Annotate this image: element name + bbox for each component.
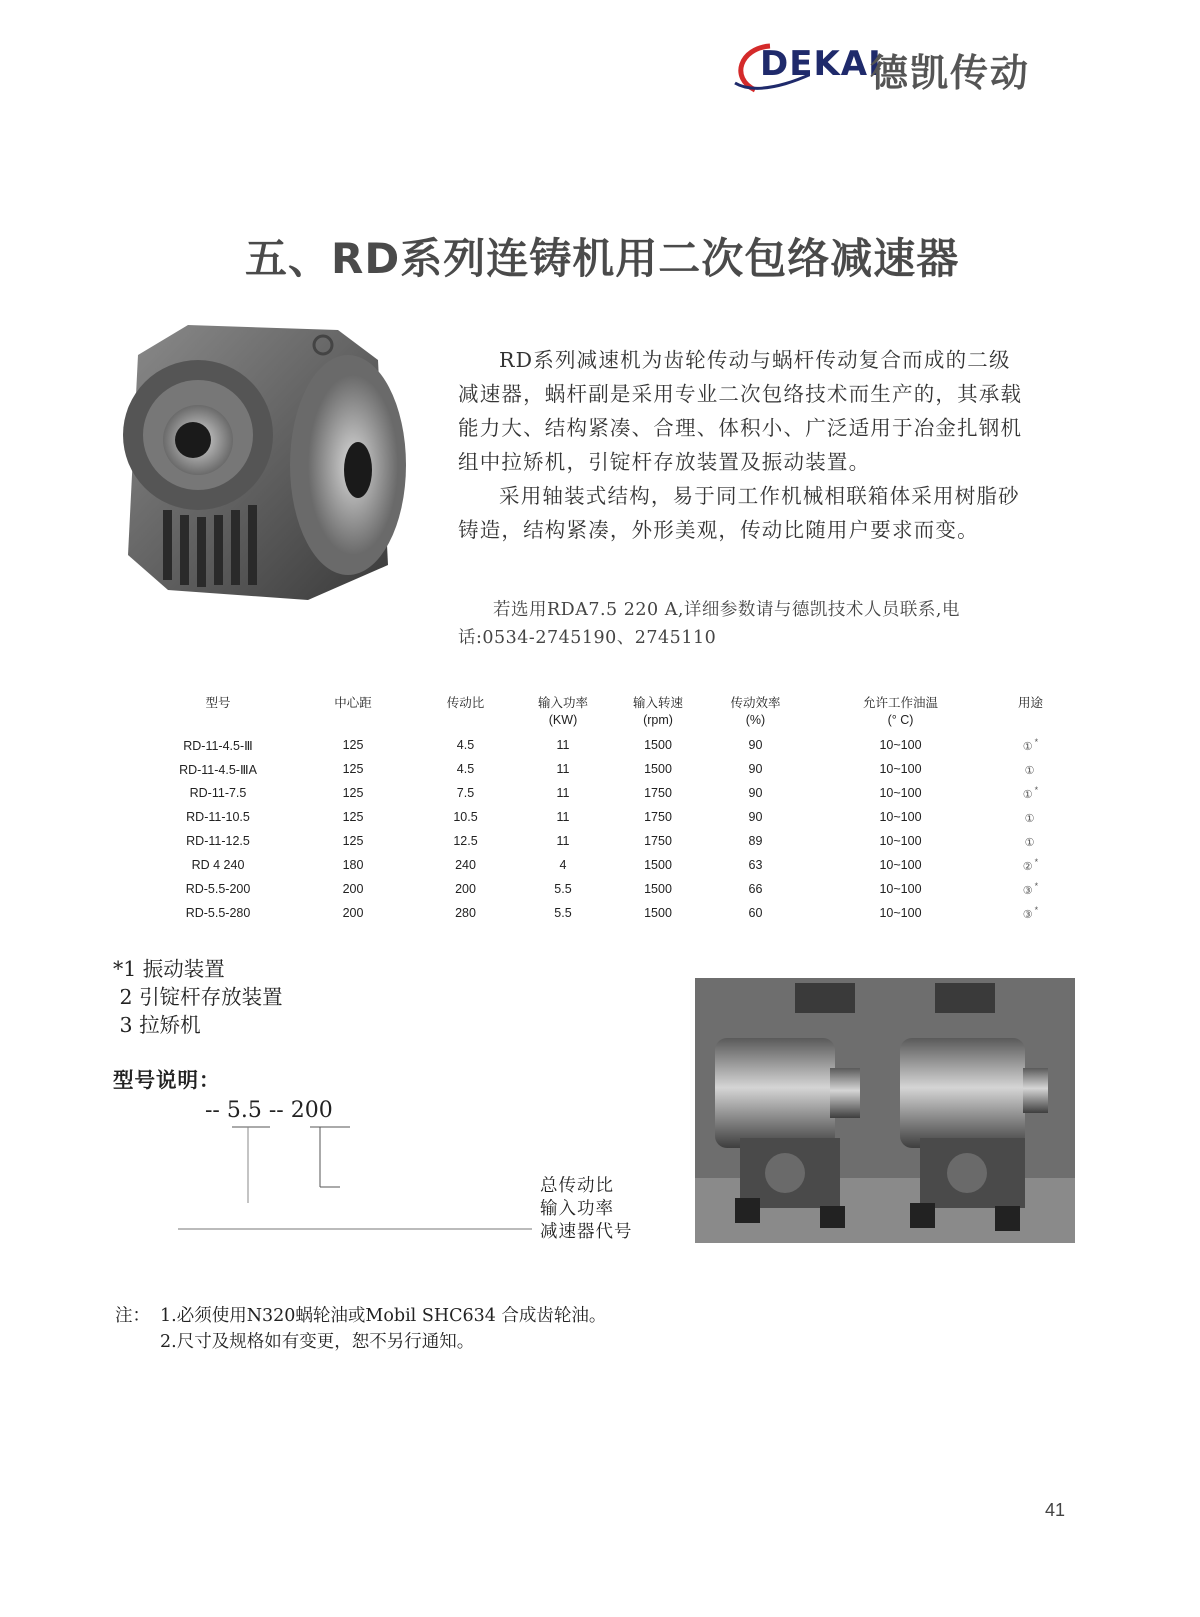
- cell-speed: 1750: [644, 810, 672, 824]
- use-mark: ②: [1022, 860, 1033, 874]
- header-input-speed: 输入转速 (rpm): [632, 696, 683, 727]
- note-2: 2.尺寸及规格如有变更，恕不另行通知。: [160, 1332, 475, 1352]
- use-note-3: 3 拉矫机: [113, 1013, 201, 1037]
- page-title: 五、RD系列连铸机用二次包络减速器: [245, 234, 960, 283]
- cell-temp: 10~100: [879, 810, 922, 824]
- table-row: [143, 901, 1063, 925]
- cell-power: 4: [559, 858, 567, 872]
- model-code: -- 5.5 -- 200: [205, 1098, 333, 1123]
- use-mark: ①: [1022, 788, 1033, 802]
- notes-label: 注：: [115, 1306, 150, 1326]
- cell-center: 125: [342, 762, 364, 776]
- model-explanation-heading: 型号说明：: [113, 1068, 221, 1092]
- cell-power: 5.5: [554, 906, 572, 920]
- table-row: [143, 781, 1063, 805]
- table-row: [143, 805, 1063, 829]
- table-row: [143, 877, 1063, 901]
- use-star: *: [1034, 784, 1039, 795]
- intro-paragraph-1: RD系列减速机为齿轮传动与蜗杆传动复合而成的二级减速器，蜗杆副是采用专业二次包络技术而生产的，其承载能力大、结构紧凑、合理、体积小、广泛适用于冶金扎钢机组中拉矫机，引锭杆存放装置及振动装置。: [458, 348, 1023, 474]
- cell-ratio: 7.5: [456, 786, 475, 800]
- cell-power: 11: [556, 738, 570, 752]
- use-mark: ①: [1024, 812, 1035, 826]
- cell-center: 125: [342, 738, 364, 752]
- cell-model: RD-11-12.5: [186, 834, 250, 848]
- cell-use: [998, 901, 1063, 925]
- header-efficiency: 传动效率 (%): [730, 696, 781, 727]
- page-number: 41: [1045, 1500, 1066, 1520]
- cell-eff: 90: [748, 738, 763, 752]
- cell-use: [998, 733, 1063, 757]
- cell-use: [998, 781, 1063, 805]
- header-input-power: 输入功率 (KW): [537, 696, 588, 727]
- cell-model: RD-11-7.5: [189, 786, 247, 800]
- cell-ratio: 4.5: [456, 738, 475, 752]
- cell-temp: 10~100: [879, 882, 922, 896]
- cell-model: RD-11-4.5-ⅢA: [179, 762, 257, 777]
- contact-text: 若选用RDA7.5 220 A,详细参数请与德凯技术人员联系,电话:0534-2745190、2745110: [458, 600, 960, 648]
- table-row: [143, 853, 1063, 877]
- cell-power: 11: [556, 762, 570, 776]
- use-mark: ①: [1024, 836, 1035, 850]
- use-mark: ③: [1022, 884, 1033, 898]
- table-row: [143, 829, 1063, 853]
- table-row: [143, 757, 1063, 781]
- cell-eff: 90: [748, 762, 763, 776]
- cell-temp: 10~100: [879, 786, 922, 800]
- reducer-product-photo: [108, 305, 428, 605]
- cell-ratio: 280: [455, 906, 476, 920]
- use-mark: ①: [1022, 740, 1033, 754]
- cell-use: [998, 805, 1063, 829]
- legend-reducer-code: 减速器代号: [540, 1222, 633, 1242]
- cell-power: 11: [556, 786, 570, 800]
- cell-speed: 1500: [644, 858, 672, 872]
- cell-temp: 10~100: [879, 738, 922, 752]
- use-note-1: *1 振动装置: [113, 957, 225, 981]
- cell-eff: 60: [748, 906, 763, 920]
- cell-eff: 90: [748, 786, 763, 800]
- use-star: *: [1034, 736, 1039, 747]
- cell-center: 125: [342, 834, 364, 848]
- notes: [115, 1303, 606, 1355]
- cell-center: 125: [342, 810, 364, 824]
- company-logo: [730, 38, 1030, 96]
- use-star: *: [1034, 880, 1039, 891]
- logo-brand-text: DEKAI: [760, 44, 882, 84]
- table-row: [143, 733, 1063, 757]
- cell-ratio: 240: [455, 858, 476, 872]
- use-star: *: [1034, 856, 1039, 867]
- cell-temp: 10~100: [879, 762, 922, 776]
- cell-model: RD-11-10.5: [186, 810, 250, 824]
- header-use: 用途: [1017, 696, 1043, 710]
- use-star: *: [1034, 904, 1039, 915]
- cell-speed: 1750: [644, 834, 672, 848]
- cell-model: RD-5.5-280: [185, 906, 251, 920]
- header-oil-temp: 允许工作油温 (° C): [862, 696, 938, 727]
- cell-ratio: 10.5: [453, 810, 478, 824]
- installed-reducers-photo: [695, 978, 1075, 1243]
- use-legend: [113, 955, 283, 1039]
- cell-center: 125: [342, 786, 364, 800]
- use-note-2: 2 引锭杆存放装置: [113, 985, 283, 1009]
- legend-input-power: 输入功率: [540, 1199, 614, 1219]
- cell-power: 5.5: [554, 882, 572, 896]
- note-1: 1.必须使用N320蜗轮油或Mobil SHC634 合成齿轮油。: [160, 1306, 607, 1326]
- cell-ratio: 200: [455, 882, 476, 896]
- cell-speed: 1500: [644, 738, 672, 752]
- cell-power: 11: [556, 810, 570, 824]
- header-center-distance: 中心距: [334, 696, 372, 710]
- intro-text: [458, 343, 1028, 547]
- cell-speed: 1750: [644, 786, 672, 800]
- cell-ratio: 4.5: [456, 762, 475, 776]
- use-mark: ③: [1022, 908, 1033, 922]
- cell-model: RD 4 240: [191, 858, 245, 872]
- cell-use: [998, 853, 1063, 877]
- cell-temp: 10~100: [879, 834, 922, 848]
- cell-temp: 10~100: [879, 858, 922, 872]
- cell-center: 200: [342, 882, 364, 896]
- cell-temp: 10~100: [879, 906, 922, 920]
- cell-ratio: 12.5: [453, 834, 478, 848]
- intro-paragraph-2: 采用轴装式结构，易于同工作机械相联箱体采用树脂砂铸造，结构紧凑，外形美观，传动比随用户要求而变。: [458, 484, 1020, 542]
- cell-speed: 1500: [644, 762, 672, 776]
- use-mark: ①: [1024, 764, 1035, 778]
- cell-center: 180: [342, 858, 364, 872]
- cell-model: RD-5.5-200: [185, 882, 251, 896]
- spec-table: [143, 695, 1063, 925]
- model-code-diagram-lines: [170, 1095, 550, 1285]
- header-model: 型号: [205, 696, 231, 710]
- cell-eff: 63: [748, 858, 763, 872]
- cell-eff: 89: [748, 834, 763, 848]
- cell-model: RD-11-4.5-Ⅲ: [183, 738, 253, 753]
- cell-use: [998, 829, 1063, 853]
- cell-use: [998, 877, 1063, 901]
- contact-info: [458, 596, 1028, 652]
- header-ratio: 传动比: [446, 696, 485, 710]
- logo-cn-text: 德凯传动: [870, 51, 1031, 95]
- cell-speed: 1500: [644, 906, 672, 920]
- cell-eff: 66: [748, 882, 763, 896]
- cell-speed: 1500: [644, 882, 672, 896]
- cell-use: [998, 757, 1063, 781]
- legend-total-ratio: 总传动比: [540, 1176, 614, 1196]
- cell-eff: 90: [748, 810, 763, 824]
- table-header-row: [143, 695, 1063, 733]
- cell-center: 200: [342, 906, 364, 920]
- cell-power: 11: [556, 834, 570, 848]
